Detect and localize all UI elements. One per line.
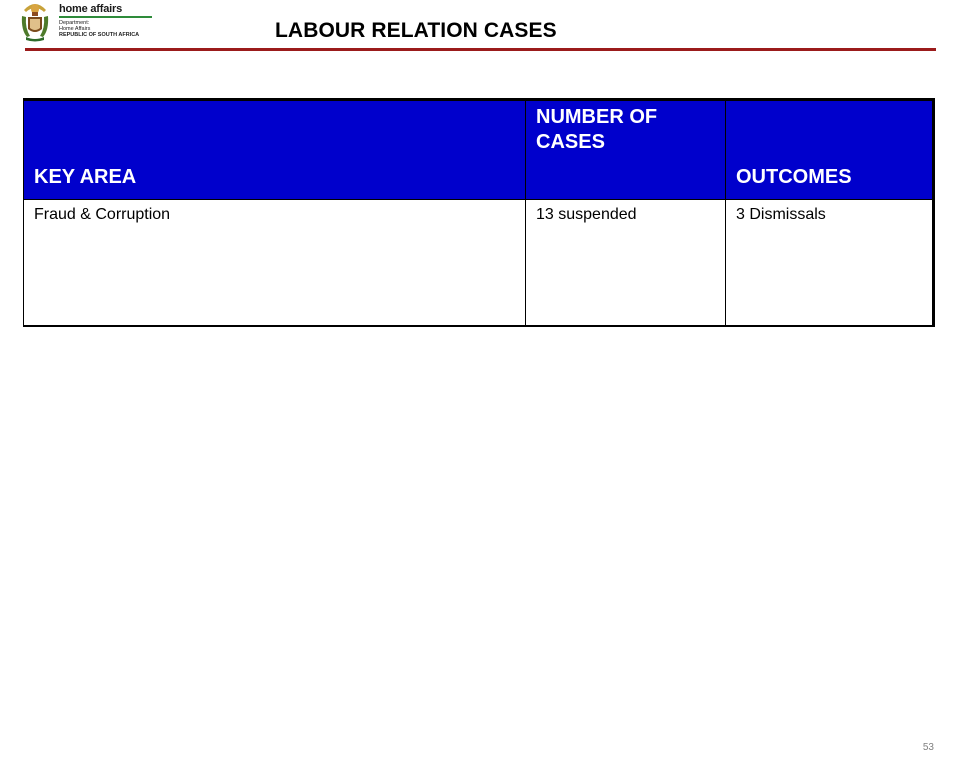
logo-line-home-affairs: Home Affairs bbox=[59, 26, 91, 32]
page-title: LABOUR RELATION CASES bbox=[275, 19, 557, 42]
coat-of-arms-icon bbox=[18, 0, 52, 42]
header-number-of-cases: NUMBER OF CASES bbox=[526, 100, 726, 200]
logo-line-department: Department: bbox=[59, 20, 90, 26]
page-number: 53 bbox=[922, 742, 934, 753]
logo-line-republic: REPUBLIC OF SOUTH AFRICA bbox=[59, 32, 140, 38]
title-divider bbox=[25, 48, 936, 51]
header-outcomes: OUTCOMES bbox=[726, 100, 934, 200]
cell-outcomes: 3 Dismissals bbox=[726, 200, 934, 327]
cell-number-of-cases: 13 suspended bbox=[526, 200, 726, 327]
table-header-row bbox=[24, 100, 934, 200]
table-row bbox=[24, 200, 934, 327]
department-logo bbox=[18, 0, 148, 44]
logo-rule bbox=[59, 16, 152, 18]
logo-title: home affairs bbox=[59, 3, 123, 15]
labour-cases-table bbox=[23, 98, 935, 327]
header-key-area: KEY AREA bbox=[24, 100, 526, 200]
cell-key-area: Fraud & Corruption bbox=[24, 200, 526, 327]
